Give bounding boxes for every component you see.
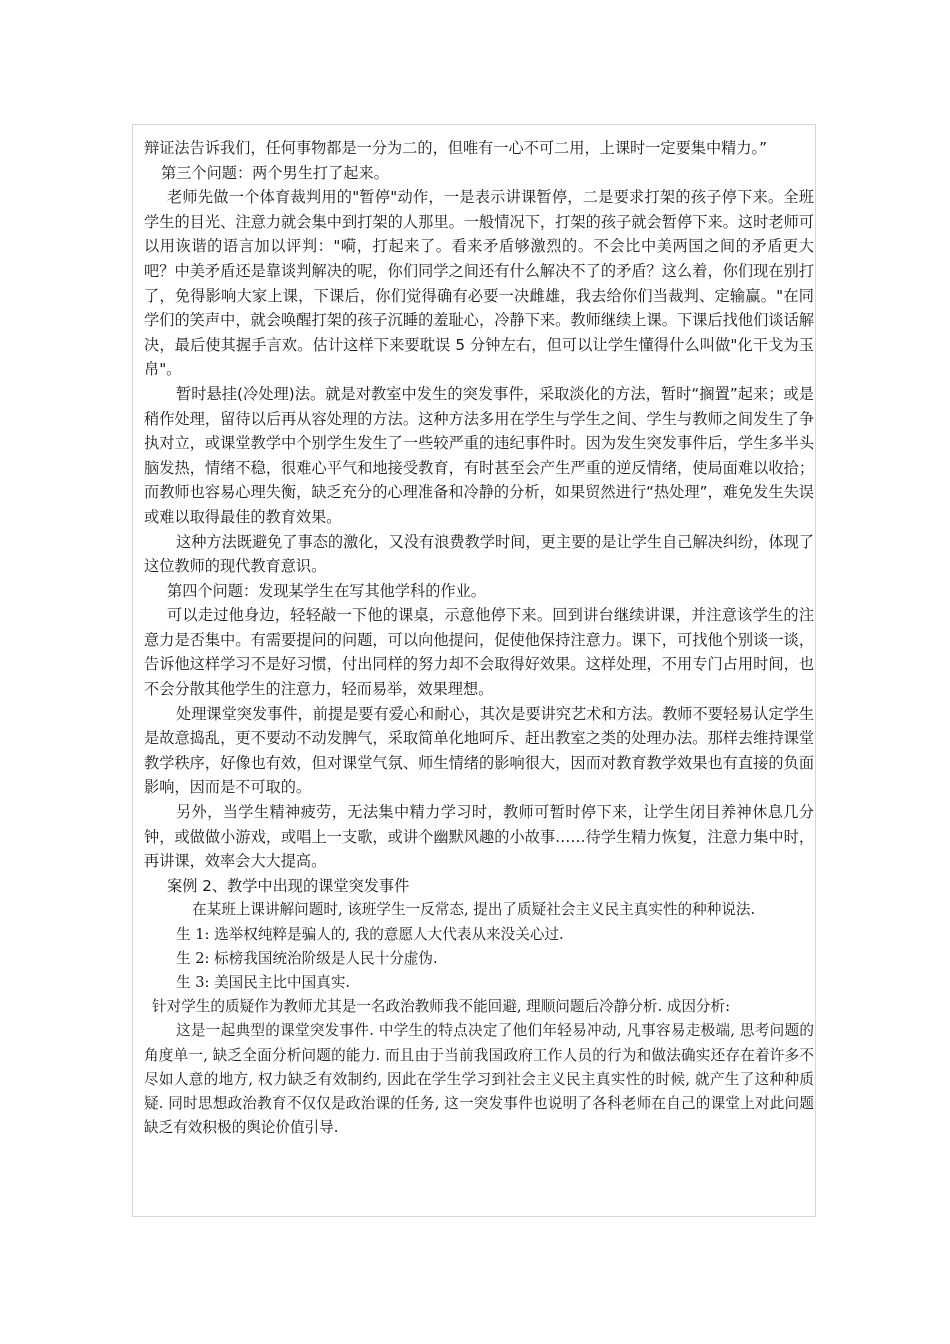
heading-case-2: 案例 2、教学中出现的课堂突发事件 [167,876,410,895]
paragraph-method-summary: 这种方法既避免了事态的激化，又没有浪费教学时间，更主要的是让学生自己解决纠纷，体现了这位教师的现代教育意识。 [144,532,814,576]
paragraph-fight-handling: 老师先做一个体育裁判用的"暂停"动作，一是表示讲课暂停，二是要求打架的孩子停下来。全班学生的目光、注意力就会集中到打架的人那里。一般情况下，打架的孩子就会暂停下来。这时老师可以用诙谐的语言加以评判："嗬，打起来了。看来矛盾够激烈的。不会比中美两国之间的矛盾更大吧？中美矛盾还是靠谈判解决的呢，你们同学之间还有什么解决不了的矛盾？这么着，你们现在别打了，免得影响大家上课，下课后，你们觉得确有必要一决雌雄，我去给你们当裁判、定输赢。"在同学们的笑声中，就会唤醒打架的孩子沉睡的羞耻心，冷静下来。教师继续上课。下课后找他们谈话解决，最后使其握手言欢。估计这样下来要耽误 5 分钟左右，但可以让学生懂得什么叫做"化干戈为玉帛"。 [144,188,814,379]
paragraph-dialectics: 辩证法告诉我们，任何事物都是一分为二的，但唯有一心不可二用，上课时一定要集中精力。” [144,139,767,157]
paragraph-case-intro: 在某班上课讲解问题时, 该班学生一反常态, 提出了质疑社会主义民主真实性的种种说法. [192,901,756,919]
heading-third-question: 第三个问题：两个男生打了起来。 [161,163,389,182]
paragraph-principles: 处理课堂突发事件，前提是要有爱心和耐心，其次是要讲究艺术和方法。教师不要轻易认定学生是故意捣乱，更不要动不动发脾气，采取简单化地呵斥、赶出教室之类的处理办法。那样去维持课堂教学秩序，好像也有效，但对课堂气氛、师生情绪的影响很大，因而对教育教学效果也有直接的负面影响，因而是不可取的。 [144,704,814,797]
student-3-statement: 生 3: 美国民主比中国真实. [176,974,351,992]
case-2-block [144,898,814,1140]
paragraph-homework-handling: 可以走过他身边，轻轻敲一下他的课桌，示意他停下来。回到讲台继续讲课，并注意该学生的注意力是否集中。有需要提问的问题，可以向他提问，促使他保持注意力。课下，可找他个别谈一谈，告诉他这样学习不是好习惯，付出同样的努力却不会取得好效果。这样处理，不用专门占用时间，也不会分散其他学生的注意力，轻而易举，效果理想。 [144,606,814,699]
document-body [144,136,814,1140]
paragraph-fatigue: 另外，当学生精神疲劳，无法集中精力学习时，教师可暂时停下来，让学生闭目养神休息几分钟，或做做小游戏，或唱上一支歌，或讲个幽默风趣的小故事……待学生精力恢复，注意力集中时，再讲课，效率会大大提高。 [144,803,814,871]
paragraph-teacher-response: 针对学生的质疑作为教师尤其是一名政治教师我不能回避, 理顺问题后冷静分析. 成因分析: [152,998,731,1016]
paragraph-cause-analysis: 这是一起典型的课堂突发事件. 中学生的特点决定了他们年轻易冲动, 凡事容易走极端, 思考问题的角度单一, 缺乏全面分析问题的能力. 而且由于当前我国政府工作人员的行为和做法确实还存在着许多不尽如人意的地方, 权力缺乏有效制约, 因此在学生学习到社会主义民主真实性的时候, 就产生了这种种质疑. 同时思想政治教育不仅仅是政治课的任务, 这一突发事件也说明了各科老师在自己的课堂上对此问题缺乏有效积极的舆论价值引导. [144,1022,814,1137]
student-1-statement: 生 1: 选举权纯粹是骗人的, 我的意愿人大代表从来没关心过. [176,925,564,943]
paragraph-cold-handling: 暂时悬挂(冷处理)法。就是对教室中发生的突发事件，采取淡化的方法，暂时“搁置”起来；或是稍作处理，留待以后再从容处理的方法。这种方法多用在学生与学生之间、学生与教师之间发生了争执对立，或课堂教学中个别学生发生了一些较严重的违纪事件时。因为发生突发事件后，学生多半头脑发热，情绪不稳，很难心平气和地接受教育，有时甚至会产生严重的逆反情绪，使局面难以收拾；而教师也容易心理失衡，缺乏充分的心理准备和冷静的分析，如果贸然进行“热处理”，难免发生失误或难以取得最佳的教育效果。 [144,384,814,526]
heading-fourth-question: 第四个问题：发现某学生在写其他学科的作业。 [167,581,486,600]
student-2-statement: 生 2: 标榜我国统治阶级是人民十分虚伪. [176,949,438,967]
